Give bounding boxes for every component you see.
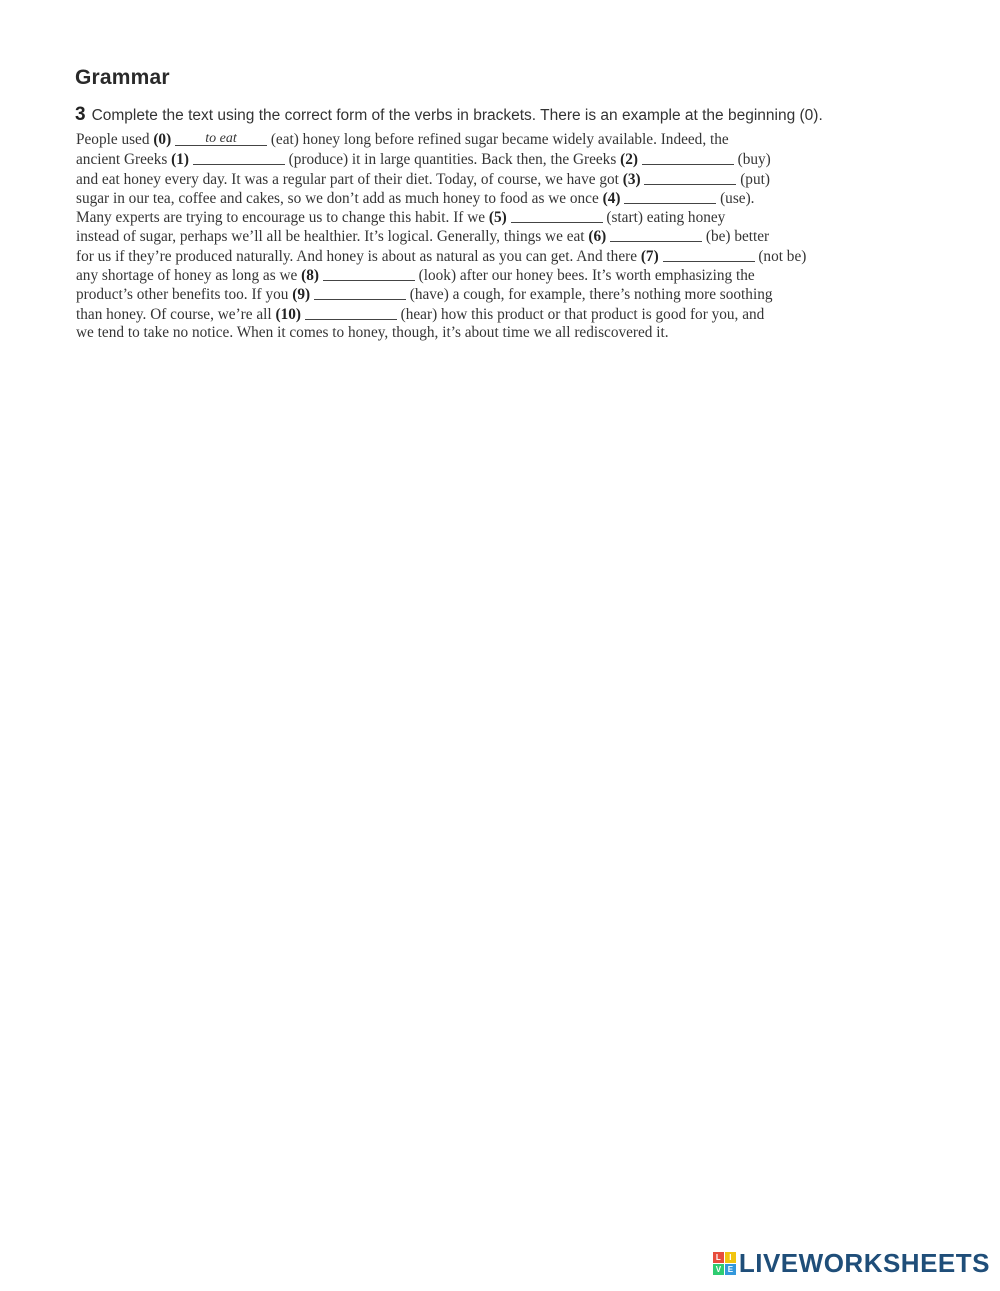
text: (have) a cough, for example, there’s nothing more soothing [405, 286, 773, 304]
exercise-passage [76, 130, 956, 342]
text: (eat) honey long before refined sugar became widely available. Indeed, the [267, 131, 729, 148]
answer-blank-9[interactable] [314, 285, 406, 300]
text: (hear) how this product or that product is good for you, and [396, 305, 765, 323]
gap-number: (5) [488, 209, 507, 227]
logo-letter: V [713, 1264, 724, 1275]
text: (be) better [702, 228, 770, 246]
text: (not be) [754, 247, 807, 265]
text: any shortage of honey as long as we [76, 267, 302, 285]
text: product’s other benefits too. If you [76, 286, 293, 304]
answer-blank-1[interactable] [193, 150, 285, 165]
answer-blank-7[interactable] [663, 247, 755, 262]
gap-number: (9) [292, 286, 311, 304]
text: (produce) it in large quantities. Back then, the Greeks [284, 151, 621, 169]
logo-letter: I [725, 1252, 736, 1263]
example-answer: to eat [205, 131, 237, 146]
logo-letter: L [713, 1252, 724, 1263]
gap-number: (10) [275, 305, 301, 323]
logo-letter: E [725, 1264, 736, 1275]
passage-line [76, 188, 956, 207]
passage-line [76, 169, 956, 188]
text: (use). [716, 189, 755, 207]
exercise-instruction [75, 104, 955, 126]
gap-number: (4) [602, 189, 621, 207]
text: People used [76, 131, 154, 148]
answer-blank-8[interactable] [323, 266, 415, 281]
instruction-text: Complete the text using the correct form of the verbs in brackets. There is an example at the beginning (0). [91, 107, 823, 124]
answer-blank-5[interactable] [511, 208, 603, 223]
text: ancient Greeks [76, 151, 172, 169]
answer-blank-4[interactable] [624, 189, 716, 204]
example-answer-blank [175, 131, 267, 146]
passage-line [76, 246, 956, 265]
text: for us if they’re produced naturally. And honey is about as natural as you can get. And there [76, 247, 641, 265]
text: Many experts are trying to encourage us to change this habit. If we [76, 209, 489, 227]
gap-number: (2) [620, 151, 638, 169]
passage-line [76, 226, 956, 245]
exercise-number: 3 [75, 104, 86, 125]
text: (put) [736, 170, 770, 188]
section-heading: Grammar [75, 66, 170, 89]
text: we tend to take no notice. When it comes to honey, though, it’s about time we all rediscovered it. [76, 323, 669, 341]
liveworksheets-logo [713, 1248, 990, 1279]
answer-blank-10[interactable] [305, 305, 397, 320]
gap-number: (6) [588, 228, 607, 246]
gap-number: (0) [153, 131, 172, 148]
passage-line [76, 149, 956, 168]
text: and eat honey every day. It was a regular part of their diet. Today, of course, we have got [76, 170, 623, 188]
logo-text: LIVEWORKSHEETS [738, 1248, 990, 1278]
passage-line [76, 304, 956, 323]
passage-line [76, 207, 956, 226]
text: sugar in our tea, coffee and cakes, so we don’t add as much honey to food as we once [76, 189, 603, 207]
answer-blank-3[interactable] [644, 170, 736, 185]
text: (start) eating honey [602, 209, 726, 227]
passage-line [76, 130, 956, 149]
passage-line [76, 265, 956, 284]
text: instead of sugar, perhaps we’ll all be healthier. It’s logical. Generally, things we eat [76, 228, 589, 246]
text: than honey. Of course, we’re all [76, 305, 276, 323]
passage-line [76, 323, 956, 342]
passage-line [76, 284, 956, 303]
text: (look) after our honey bees. It’s worth emphasizing the [414, 267, 755, 285]
text: (buy) [733, 151, 771, 169]
logo-icon [713, 1252, 736, 1275]
answer-blank-6[interactable] [610, 227, 702, 242]
gap-number: (7) [640, 247, 659, 265]
gap-number: (1) [171, 151, 189, 169]
answer-blank-2[interactable] [642, 150, 734, 165]
gap-number: (3) [622, 170, 641, 188]
gap-number: (8) [301, 267, 319, 285]
